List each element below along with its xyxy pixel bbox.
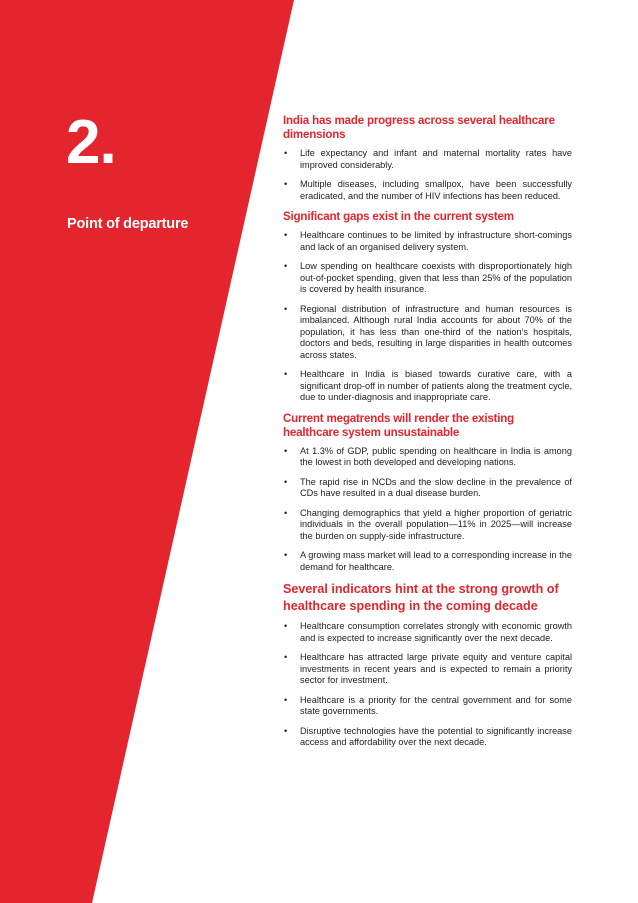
red-diagonal-shape xyxy=(0,0,294,903)
bullet-item: • At 1.3% of GDP, public spending on healthcare in India is among the lowest in both developed and developing nations. xyxy=(283,446,572,469)
bullet-item: • Multiple diseases, including smallpox, have been successfully eradicated, and the number of HIV infections has been reduced. xyxy=(283,179,572,202)
bullet-list xyxy=(283,148,572,202)
section-heading: Several indicators hint at the strong growth of healthcare spending in the coming decade xyxy=(283,582,559,613)
section-block xyxy=(283,412,572,574)
bullet-item: • The rapid rise in NCDs and the slow decline in the prevalence of CDs have resulted in a dual disease burden. xyxy=(283,477,572,500)
section-block xyxy=(283,581,572,749)
section-block xyxy=(283,210,572,404)
section-heading: Current megatrends will render the existing healthcare system unsustainable xyxy=(283,411,515,439)
bullet-item: • Healthcare has attracted large private equity and venture capital investments in recent years and is expected to remain a priority sector for investment. xyxy=(283,652,572,687)
bullet-list xyxy=(283,621,572,749)
bullet-item: • Disruptive technologies have the potential to significantly increase access and affordability over the next decade. xyxy=(283,726,572,749)
bullet-item: • Changing demographics that yield a higher proportion of geriatric individuals in the overall population—11% in 2025—will increase the burden on supply-side infrastructure. xyxy=(283,508,572,543)
bullet-item: • Healthcare is a priority for the central government and for some state governments. xyxy=(283,695,572,718)
bullet-item: • Regional distribution of infrastructure and human resources is imbalanced. Although rural India accounts for about 70% of the population, it has less than one-third of the nation’s hospitals, doctors and beds, resulting in large disparities in health outcomes across states. xyxy=(283,304,572,362)
section-heading: India has made progress across several healthcare dimensions xyxy=(283,114,555,141)
section-block xyxy=(283,114,572,202)
bullet-item: • Healthcare continues to be limited by infrastructure short-comings and lack of an organised delivery system. xyxy=(283,230,572,253)
bullet-item: • Life expectancy and infant and maternal mortality rates have improved considerably. xyxy=(283,148,572,171)
section-title: Point of departure xyxy=(67,216,189,232)
content-column xyxy=(283,114,572,757)
section-number: 2. xyxy=(66,108,116,177)
bullet-list xyxy=(283,230,572,404)
bullet-item: • Healthcare consumption correlates strongly with economic growth and is expected to increase significantly over the next decade. xyxy=(283,621,572,644)
bullet-list xyxy=(283,446,572,574)
bullet-item: • A growing mass market will lead to a corresponding increase in the demand for healthcare. xyxy=(283,550,572,573)
bullet-item: • Low spending on healthcare coexists with disproportionately high out-of-pocket spending, given that less than 25% of the population is covered by health insurance. xyxy=(283,261,572,296)
bullet-item: • Healthcare in India is biased towards curative care, with a significant drop-off in number of patients along the treatment cycle, due to under-diagnosis and inappropriate care. xyxy=(283,369,572,404)
section-heading: Significant gaps exist in the current system xyxy=(283,210,514,223)
